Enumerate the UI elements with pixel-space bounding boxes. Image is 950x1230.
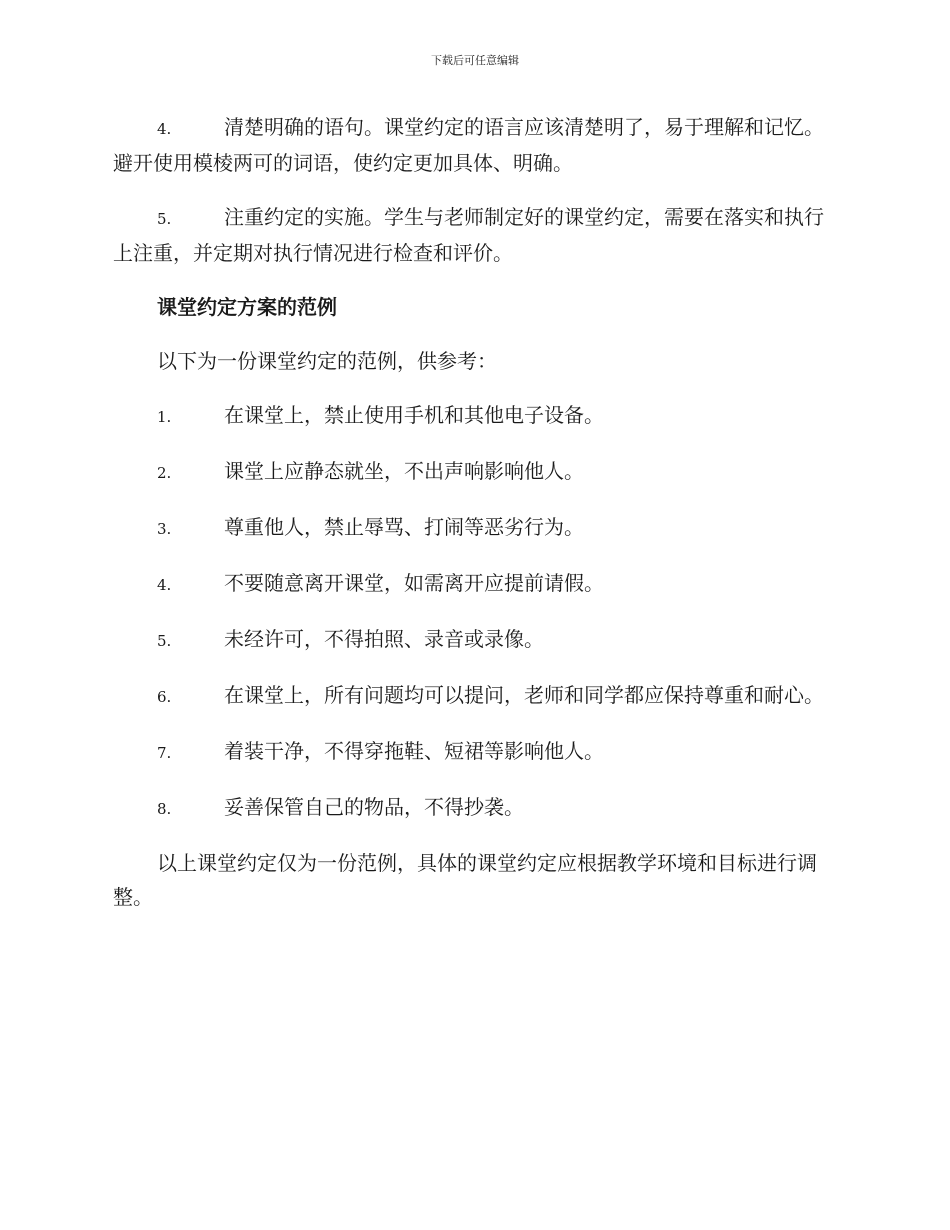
list-item-number: 3. [157,520,172,538]
list-item-text: 清楚明确的语句。课堂约定的语言应该清楚明了，易于理解和记忆。避开使用模棱两可的词语，使约定更加具体、明确。 [113,115,824,175]
list-item-number: 1. [157,408,172,426]
list-item [113,734,835,770]
page-header: 下载后可任意编辑 [431,54,519,67]
list-item-number: 4. [157,120,172,138]
list-item-number: 2. [157,464,172,482]
list-item [113,110,835,180]
list-item-number: 5. [157,210,172,228]
list-item-number: 4. [157,576,172,594]
list-item-text: 未经许可，不得拍照、录音或录像。 [224,627,544,651]
list-item-text: 在课堂上，禁止使用手机和其他电子设备。 [224,403,604,427]
list-item [113,454,835,490]
list-item [113,622,835,658]
list-item-number: 5. [157,632,172,650]
list-item-text: 着装干净，不得穿拖鞋、短裙等影响他人。 [224,739,604,763]
list-item-number: 7. [157,744,172,762]
list-item-number: 8. [157,800,172,818]
document-body [113,110,835,934]
list-item-text: 在课堂上，所有问题均可以提问，老师和同学都应保持尊重和耐心。 [224,683,824,707]
list-item [113,566,835,602]
list-item [113,510,835,546]
list-item-text: 不要随意离开课堂，如需离开应提前请假。 [224,571,604,595]
list-item [113,398,835,434]
conclusion-paragraph: 以上课堂约定仅为一份范例，具体的课堂约定应根据教学环境和目标进行调整。 [113,851,817,909]
section-lead: 以下为一份课堂约定的范例，供参考： [157,349,497,373]
section-heading: 课堂约定方案的范例 [157,295,337,319]
list-item [113,200,835,270]
list-item-text: 妥善保管自己的物品，不得抄袭。 [224,795,524,819]
list-item-text: 尊重他人，禁止辱骂、打闹等恶劣行为。 [224,515,584,539]
list-item-number: 6. [157,688,172,706]
list-item-text: 注重约定的实施。学生与老师制定好的课堂约定，需要在落实和执行上注重，并定期对执行情况进行检查和评价。 [113,205,824,265]
list-item [113,790,835,826]
list-item-text: 课堂上应静态就坐，不出声响影响他人。 [224,459,584,483]
list-item [113,678,835,714]
